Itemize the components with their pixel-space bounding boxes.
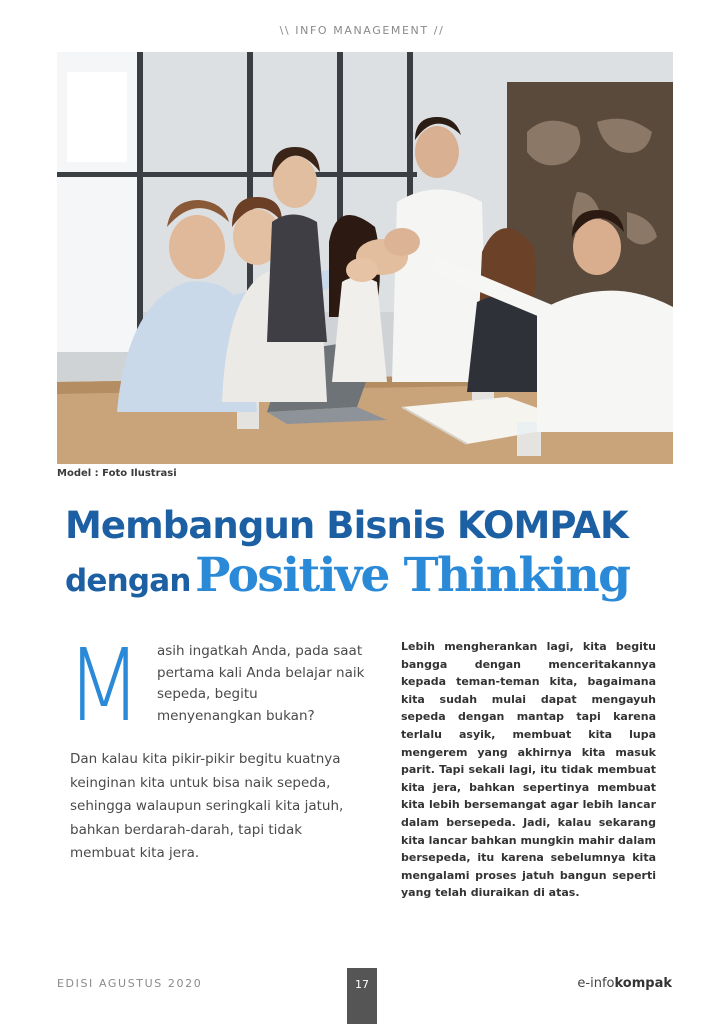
article-title-line1: Membangun Bisnis KOMPAK — [65, 504, 628, 547]
publication-brand — [577, 976, 672, 991]
brand-prefix: e-info — [577, 976, 615, 991]
team-high-five-photo — [57, 52, 673, 464]
page-number-tab — [347, 968, 377, 1024]
right-column-paragraph: Lebih mengherankan lagi, kita begitu bangga dengan menceritakannya kepada teman-teman kita, bagaimana kita sudah mulai dapat mengayuh sepeda dengan mantap tapi karena terlalu asyik, membuat kita lupa mengerem yang akhirnya kita masuk parit. Tapi sekali lagi, itu tidak membuat kita jera, bahkan sepertinya membuat kita lebih bersemangat agar lebih lancar dalam bersepeda. Jadi, kalau sekarang kita lancar bahkan mungkin mahir dalam bersepeda, itu karena sebelumnya kita mengalami proses jatuh bangun seperti yang telah diuraikan di atas. — [401, 640, 656, 900]
left-column-paragraph: Dan kalau kita pikir-pikir begitu kuatnya keinginan kita untuk bisa naik sepeda, sehingga walaupun seringkali kita jatuh, bahkan berdarah-darah, tapi tidak membuat kita jera. — [70, 751, 344, 861]
section-label: \\ INFO MANAGEMENT // — [279, 24, 445, 37]
lead-paragraph: asih ingatkah Anda, pada saat pertama kali Anda belajar naik sepeda, begitu menyenangkan bukan? — [157, 643, 365, 724]
article-title-line2 — [65, 548, 685, 603]
drop-cap: M — [66, 627, 142, 744]
edition-label: EDISI AGUSTUS 2020 — [57, 977, 203, 990]
brand-name: kompak — [614, 976, 672, 991]
article-title-dengan: dengan — [65, 563, 191, 599]
page-number: 17 — [355, 978, 369, 991]
photo-caption: Model : Foto Ilustrasi — [57, 468, 177, 479]
article-title-highlight: Positive Thinking — [195, 548, 630, 603]
